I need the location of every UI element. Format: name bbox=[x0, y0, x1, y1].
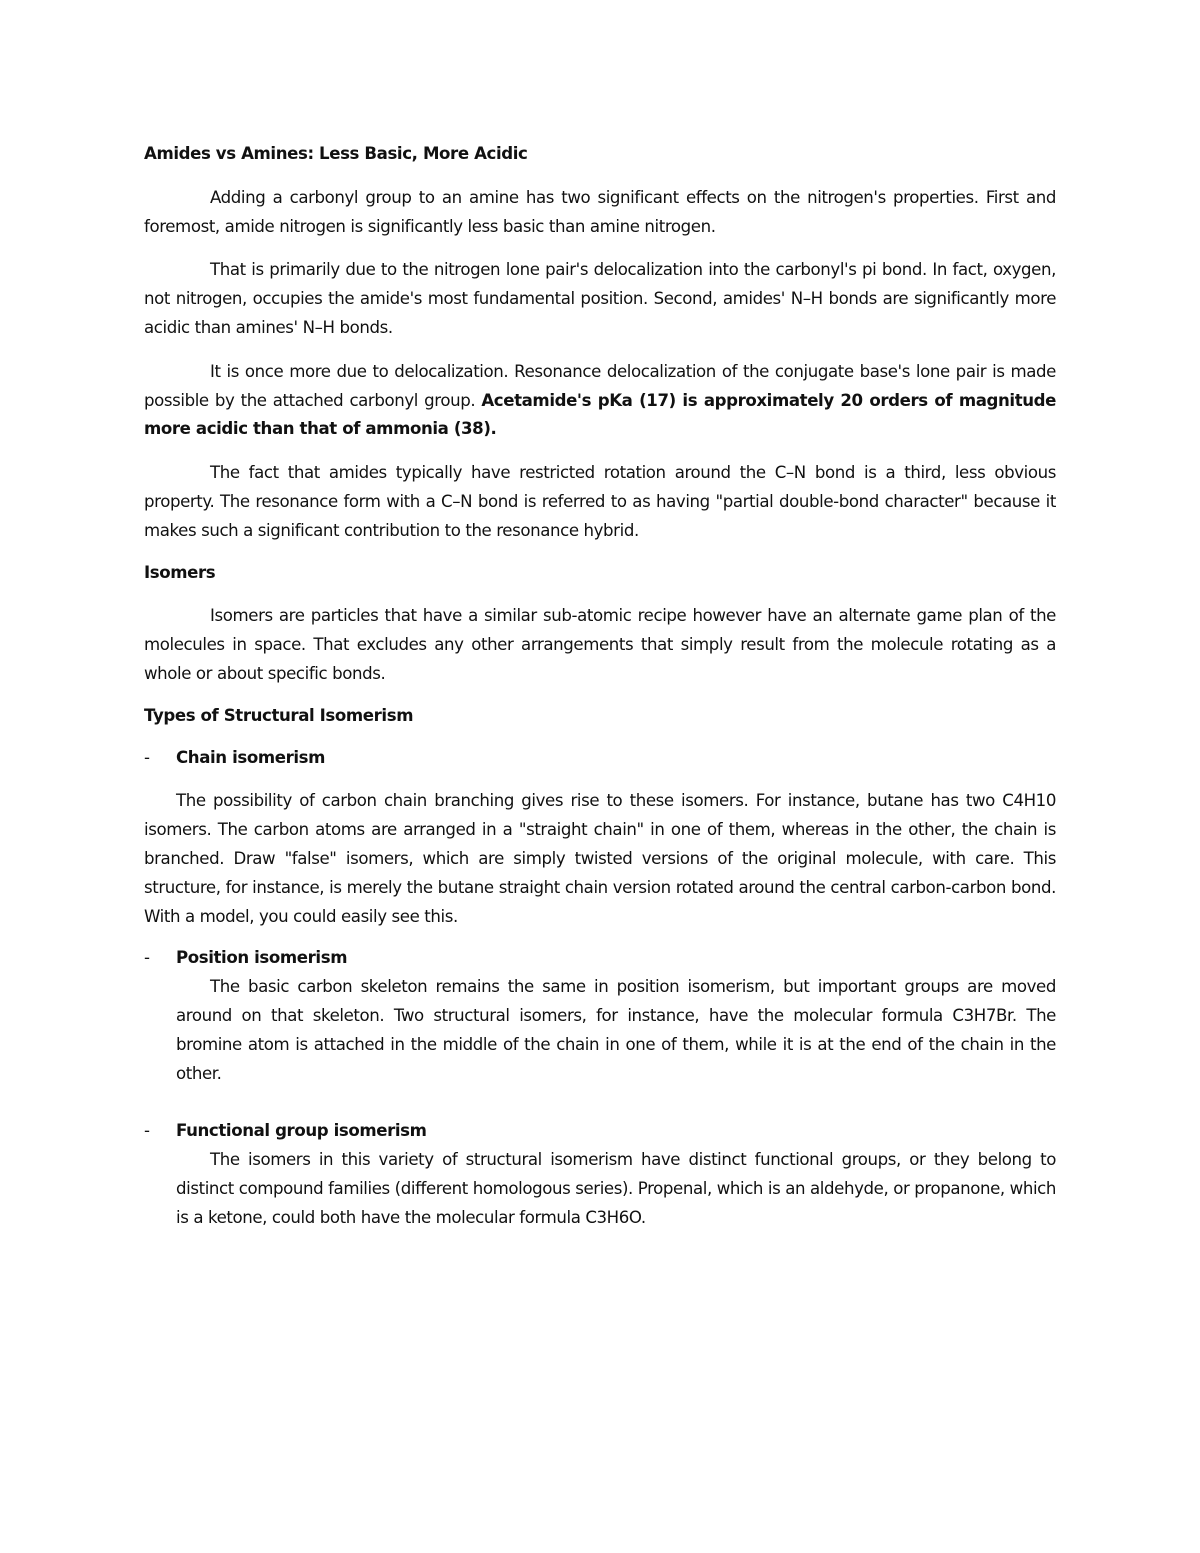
chain-isomerism-title: Chain isomerism bbox=[176, 747, 326, 767]
amides-paragraph-3-text: It is once more due to delocalization. Resonance delocalization of the conjugate base's lone pair is made possible by the attached carbonyl group. bbox=[144, 361, 1056, 410]
isomers-paragraph: Isomers are particles that have a similar sub-atomic recipe however have an alternate game plan of the molecules in space. That excludes any other arrangements that simply result from the molecule rotating as a whole or about specific bonds. bbox=[144, 606, 1056, 683]
functional-group-isomerism-paragraph: The isomers in this variety of structural isomerism have distinct functional groups, or they belong to distinct compound families (different homologous series). Propenal, which is an aldehyde, or propanone, which is a ketone, could both have the molecular formula C3H6O. bbox=[176, 1150, 1056, 1227]
acetamide-pka-highlight: Acetamide's pKa (17) is approximately 20 orders of magnitude more acidic than that of ammonia (38). bbox=[144, 390, 1056, 439]
functional-group-isomerism-title: Functional group isomerism bbox=[176, 1121, 427, 1141]
amides-paragraph-3 bbox=[144, 358, 1056, 444]
document-page bbox=[144, 140, 1056, 1233]
amides-paragraph-4: The fact that amides typically have restricted rotation around the C–N bond is a third, less obvious property. The resonance form with a C–N bond is referred to as having "partial double-bond character" because it makes such a significant contribution to the resonance hybrid. bbox=[144, 463, 1056, 540]
amides-heading: Amides vs Amines: Less Basic, More Acidic bbox=[144, 144, 528, 163]
position-isomerism-paragraph: The basic carbon skeleton remains the same in position isomerism, but important groups are moved around on that skeleton. Two structural isomers, for instance, have the molecular formula C3H7Br. The bromine atom is attached in the middle of the chain in one of them, while it is at the end of the chain in the other. bbox=[176, 977, 1056, 1083]
position-isomerism-item bbox=[144, 944, 1056, 973]
structural-isomerism-heading: Types of Structural Isomerism bbox=[144, 705, 414, 725]
functional-group-isomerism-item bbox=[144, 1117, 1056, 1146]
list-dash: - bbox=[144, 747, 150, 767]
isomers-heading: Isomers bbox=[144, 562, 216, 582]
amides-paragraph-1: Adding a carbonyl group to an amine has two significant effects on the nitrogen's properties. First and foremost, amide nitrogen is significantly less basic than amine nitrogen. bbox=[144, 187, 1056, 236]
list-dash: - bbox=[144, 1121, 150, 1141]
chain-isomerism-item bbox=[144, 744, 1056, 773]
chain-isomerism-paragraph: The possibility of carbon chain branching gives rise to these isomers. For instance, butane has two C4H10 isomers. The carbon atoms are arranged in a "straight chain" in one of them, whereas in the other, the chain is branched. Draw "false" isomers, which are simply twisted versions of the original molecule, with care. This structure, for instance, is merely the butane straight chain version rotated around the central carbon-carbon bond. With a model, you could easily see this. bbox=[144, 791, 1056, 926]
position-isomerism-title: Position isomerism bbox=[176, 948, 348, 968]
list-dash: - bbox=[144, 948, 150, 968]
amides-paragraph-2: That is primarily due to the nitrogen lone pair's delocalization into the carbonyl's pi bond. In fact, oxygen, not nitrogen, occupies the amide's most fundamental position. Second, amides' N–H bonds are significantly more acidic than amines' N–H bonds. bbox=[144, 260, 1056, 337]
